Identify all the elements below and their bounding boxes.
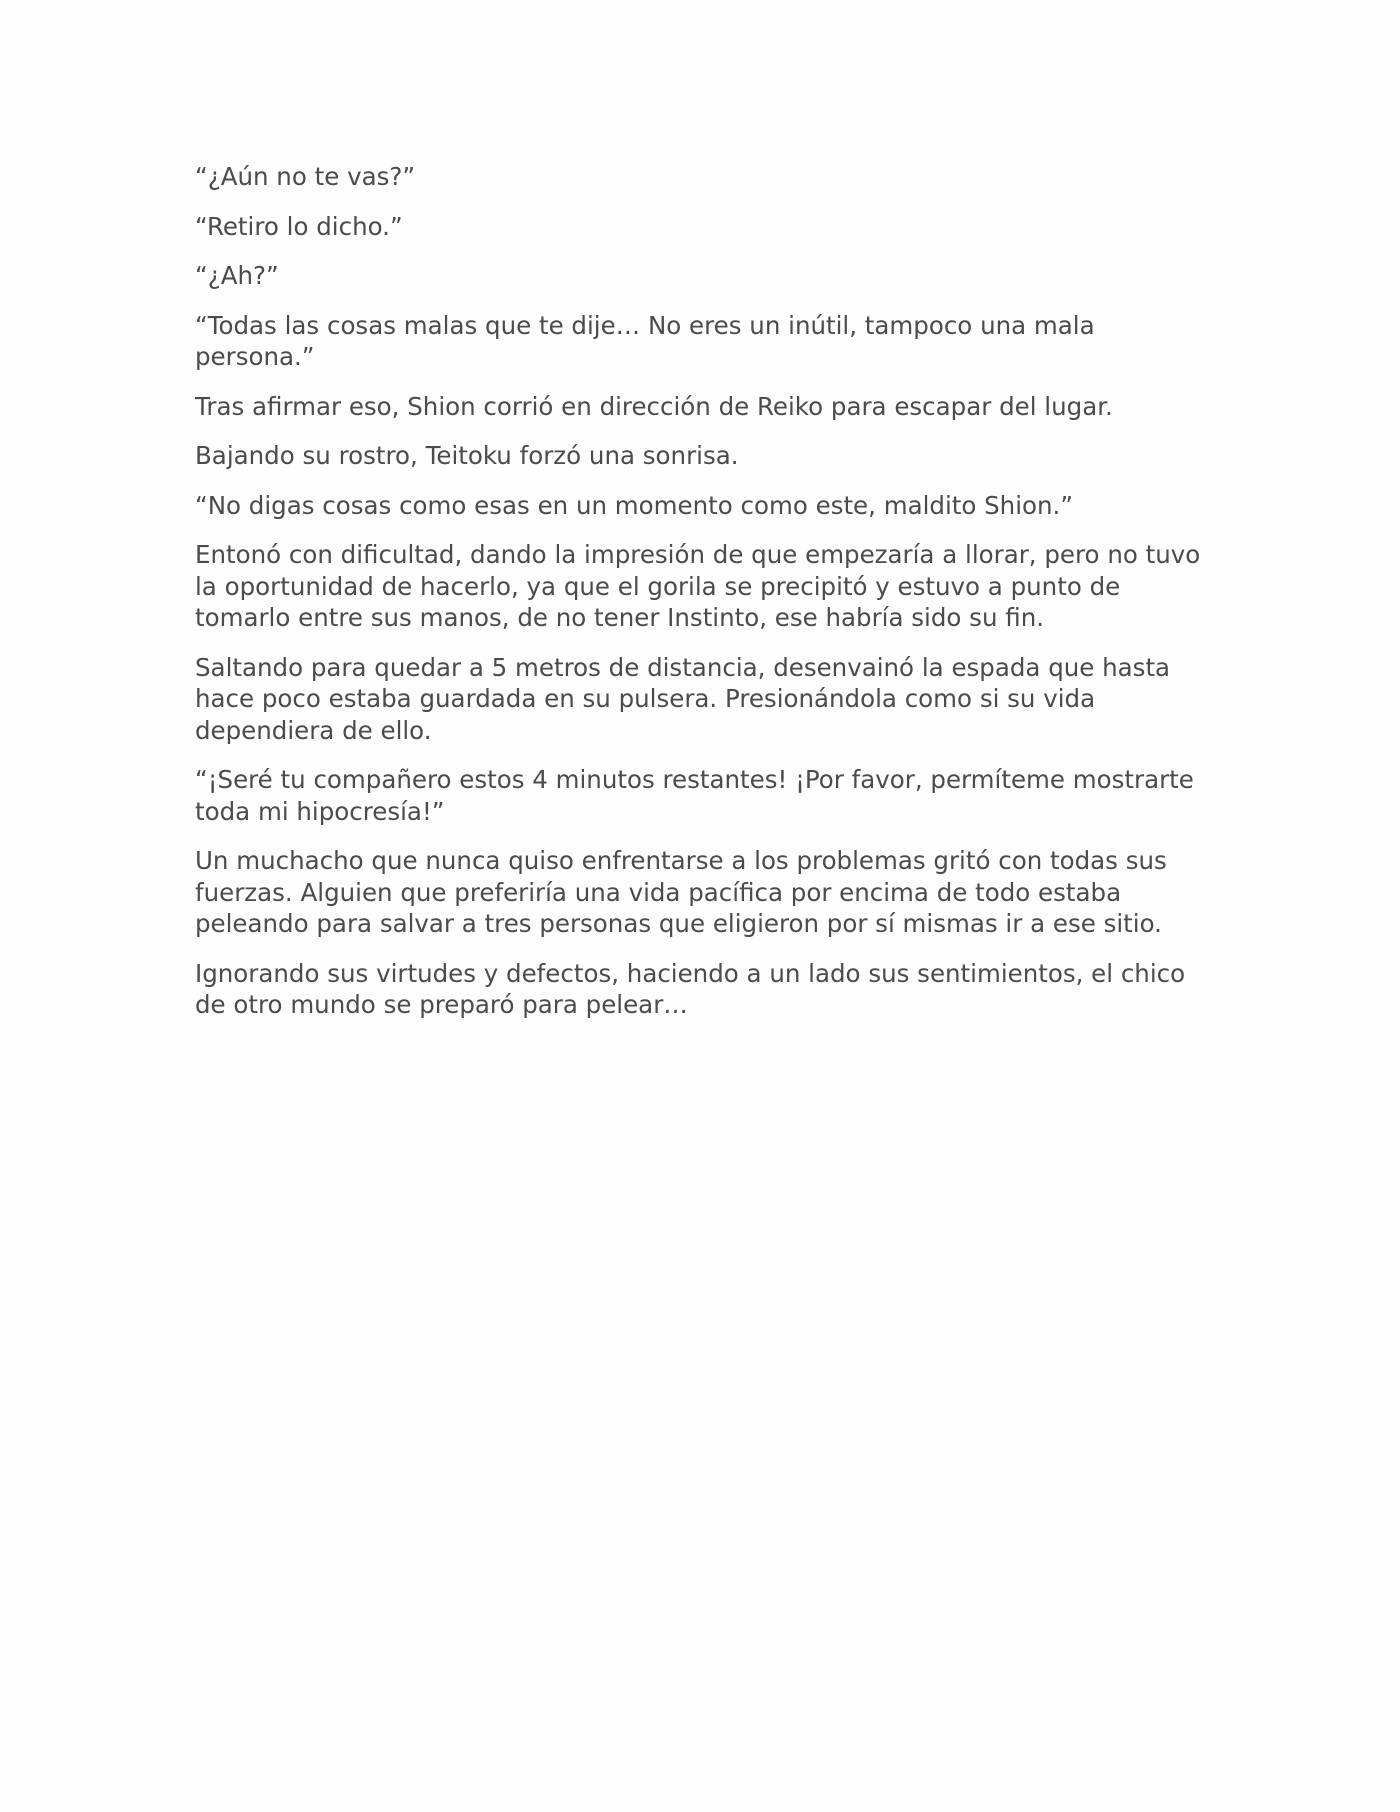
paragraph: Entonó con dificultad, dando la impresión de que empezaría a llorar, pero no tuvo la oportunidad de hacerlo, ya que el gorila se precipitó y estuvo a punto de tomarlo entre sus manos, de no tener Instinto, ese habría sido su fin. [195, 540, 1201, 632]
paragraph: Un muchacho que nunca quiso enfrentarse a los problemas gritó con todas sus fuerzas. Alguien que preferiría una vida pacífica por encima de todo estaba peleando para salvar a tres personas que eligieron por sí mismas ir a ese sitio. [195, 846, 1167, 938]
paragraph: “¿Ah?” [195, 261, 279, 290]
paragraph: “Retiro lo dicho.” [195, 211, 403, 241]
paragraph: “Todas las cosas malas que te dije… No eres un inútil, tampoco una mala persona.” [195, 310, 1095, 371]
paragraph: Ignorando sus virtudes y defectos, haciendo a un lado sus sentimientos, el chico de otro mundo se preparó para pelear… [195, 958, 1186, 1019]
paragraph: “¡Seré tu compañero estos 4 minutos restantes! ¡Por favor, permíteme mostrarte toda mi hipocresía!” [195, 765, 1194, 826]
paragraph: Bajando su rostro, Teitoku forzó una sonrisa. [195, 441, 739, 470]
paragraph: Tras afirmar eso, Shion corrió en dirección de Reiko para escapar del lugar. [195, 391, 1113, 421]
document-body [195, 161, 1205, 1039]
paragraph: Saltando para quedar a 5 metros de distancia, desenvainó la espada que hasta hace poco estaba guardada en su pulsera. Presionándola como si su vida dependiera de ello. [195, 652, 1171, 745]
paragraph: “No digas cosas como esas en un momento como este, maldito Shion.” [195, 490, 1074, 520]
paragraph: “¿Aún no te vas?” [195, 162, 416, 191]
